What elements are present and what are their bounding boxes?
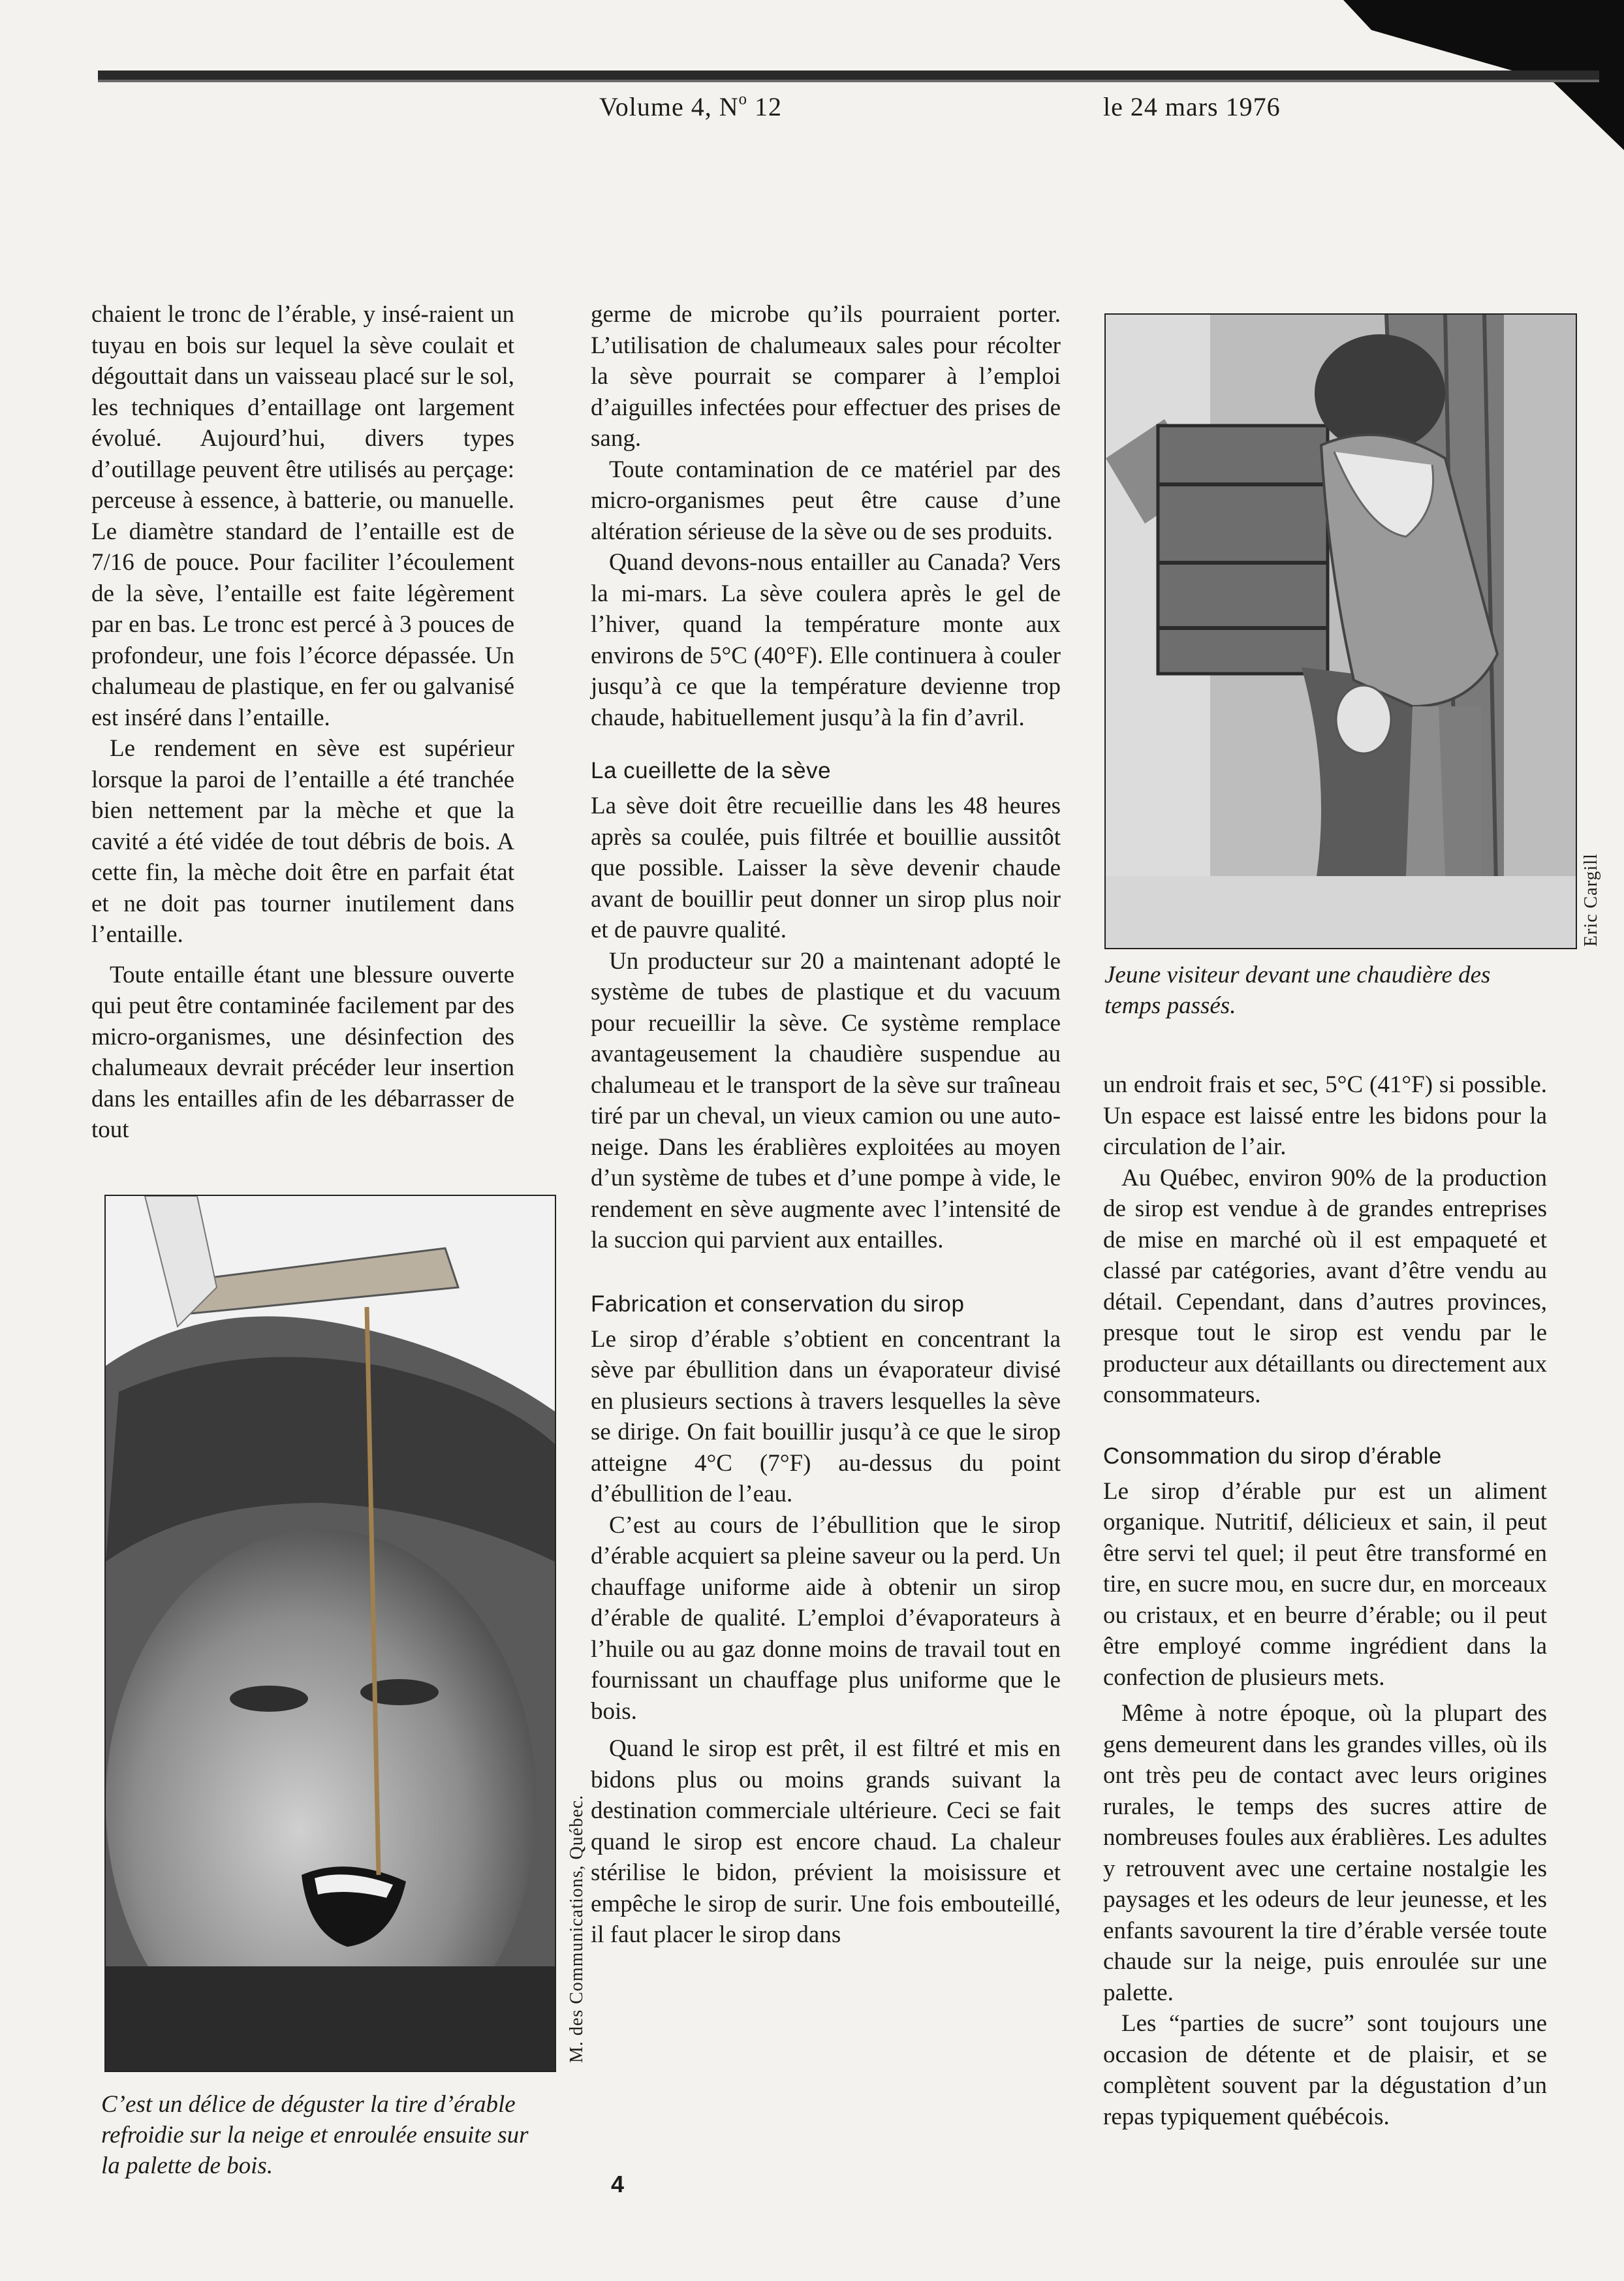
issue-date: le 24 mars 1976: [1103, 92, 1281, 121]
caption-visiteur: Jeune visiteur devant une chaudière des temps passés.: [1104, 962, 1491, 1019]
paragraph: Quand devons-nous entailler au Canada? Vers la mi-mars. La sève coulera après le gel de l’hiver, quand la température monte aux environs de 5°C (40°F). Elle continuera à couler jusqu’à ce que la température devienne trop chaude, habituellement jusqu’à la fin d’avril.: [591, 549, 1061, 731]
paragraph: Même à notre époque, où la plupart des gens demeurent dans les grandes villes, où ils ont très peu de contact avec leurs origines rurales, le temps des sucres attire de nombreuses foules aux érablières. Les adultes y retrouvent avec une certaine nostalgie les paysages et les odeurs de leur jeunesse, et les enfants savourent la tire d’érable versée toute chaude sur la neige, puis enroulée sur une palette.: [1103, 1700, 1547, 2006]
photo-credit-tire: M. des Communications, Québec.: [567, 1794, 587, 2063]
photo-tire-sur-la-neige: [104, 1195, 556, 2072]
paragraph: Le sirop d’érable s’obtient en concentrant la sève par ébullition dans un évaporateur divisé en plusieurs sections à travers lesquelles la sève se dirige. On fait bouillir jusqu’à ce que le sirop atteigne 4°C (7°F) au-dessus du point d’ébullition de l’eau.: [591, 1325, 1061, 1507]
photo-credit-visiteur: Eric Cargill: [1581, 853, 1601, 947]
paragraph: Les “parties de sucre” sont toujours une occasion de détente et de plaisir, et se complètent souvent par la dégustation d’un repas typiquement québécois.: [1103, 2010, 1547, 2130]
section-heading-consommation: Consommation du sirop d’érable: [1103, 1443, 1442, 1469]
paragraph: La sève doit être recueillie dans les 48 heures après sa coulée, puis filtrée et bouillie aussitôt que possible. Laisser la sève devenir chaude avant de bouillir peut donner un sirop plus noir et de pauvre qualité.: [591, 793, 1061, 943]
photo-jeune-visiteur: [1104, 313, 1577, 949]
column-2-text: [591, 299, 1061, 1951]
section-heading-fabrication: Fabrication et conservation du sirop: [591, 1291, 965, 1317]
paragraph: Un producteur sur 20 a maintenant adopté le système de tubes de plastique et du vacuum pour recueillir la sève. Ce système remplace avantageusement la chaudière suspendue au chalumeau et le transport de la sève sur traîneau tiré par un cheval, un vieux camion ou une auto-neige. Dans les érablières exploitées au moyen d’un système de tubes et d’une pompe à vide, le rendement en sève augmente avec l’intensité de la succion qui parvient aux entailles.: [591, 947, 1061, 1253]
paragraph: Quand le sirop est prêt, il est filtré et mis en bidons plus ou moins grands suivant la destination commerciale ultérieure. Ceci se fait quand le sirop est encore chaud. La chaleur stérilise le bidon, prévient la moisissure et empêche le sirop de surir. Une fois embouteillé, il faut placer le sirop dans: [591, 1735, 1061, 1948]
page-number: 4: [611, 2171, 625, 2197]
paragraph: Le rendement en sève est supérieur lorsque la paroi de l’entaille a été tranchée bien nettement par la mèche et que la cavité a été vidée de tout débris de bois. A cette fin, la mèche doit être en parfait état et ne doit pas tourner inutilement dans l’entaille.: [91, 735, 514, 948]
photo-visiteur-graphic: [1106, 315, 1576, 948]
section-heading-cueillette: La cueillette de la sève: [591, 758, 832, 783]
photo-tire-graphic: [106, 1196, 555, 2071]
column-1-text: [91, 299, 514, 1146]
paragraph: Au Québec, environ 90% de la production de sirop est vendue à de grandes entreprises de mise en marché où il est empaqueté et classé par catégories, avant d’être vendu au détail. Cependant, dans d’autres provinces, presque tout le sirop est vendu par le producteur aux détaillants ou directement aux consommateurs.: [1103, 1164, 1547, 1408]
paragraph: Toute entaille étant une blessure ouverte qui peut être contaminée facilement par des micro-organismes, une désinfection des chalumeaux devrait précéder leur insertion dans les entailles afin de les débarrasser de tout: [91, 961, 514, 1143]
paragraph: germe de microbe qu’ils pourraient porter. L’utilisation de chalumeaux sales pour récolter la sève pourrait se comparer à l’emploi d’aiguilles infectées pour effectuer des prises de sang.: [591, 301, 1061, 452]
issue-number: Volume 4, $N^o$ 12: [599, 90, 783, 121]
caption-tire: C’est un délice de déguster la tire d’érable refroidie sur la neige et enroulée ensuite sur la palette de bois.: [101, 2091, 529, 2179]
header-rule: [98, 71, 1599, 82]
paragraph: un endroit frais et sec, 5°C (41°F) si possible. Un espace est laissé entre les bidons pour la circulation de l’air.: [1103, 1071, 1547, 1160]
column-3-text: [1103, 1069, 1547, 2132]
paragraph: chaient le tronc de l’érable, y insé-raient un tuyau en bois sur lequel la sève coulait et dégouttait dans un vaisseau placé sur le sol, les techniques d’entaillage ont largement évolué. Aujourd’hui, divers types d’outillage peuvent être utilisés au perçage: perceuse à essence, à batterie, ou manuelle. Le diamètre standard de l’entaille est de 7/16 de pouce. Pour faciliter l’écoulement de la sève, l’entaille est faite légèrement par en bas. Le tronc est percé à 3 pouces de profondeur, une fois l’écorce dépassée. Un chalumeau de plastique, en fer ou galvanisé est inséré dans l’entaille.: [91, 301, 514, 731]
paragraph: C’est au cours de l’ébullition que le sirop d’érable acquiert sa pleine saveur ou la perd. Un chauffage uniforme aide à obtenir un sirop d’érable de qualité. L’emploi d’évaporateurs à l’huile ou au gaz donne moins de travail tout en fournissant un chauffage plus uniforme que le bois.: [591, 1511, 1061, 1725]
paragraph: Le sirop d’érable pur est un aliment organique. Nutritif, délicieux et sain, il peut être servi tel quel; il peut être transformé en tire, en sucre mou, en sucre dur, en morceaux ou cristaux, et en beurre d’érable; ou il peut être employé comme ingrédient dans la confection de plusieurs mets.: [1103, 1477, 1547, 1691]
paragraph: Toute contamination de ce matériel par des micro-organismes peut être cause d’une altération sérieuse de la sève ou de ses produits.: [591, 456, 1061, 545]
